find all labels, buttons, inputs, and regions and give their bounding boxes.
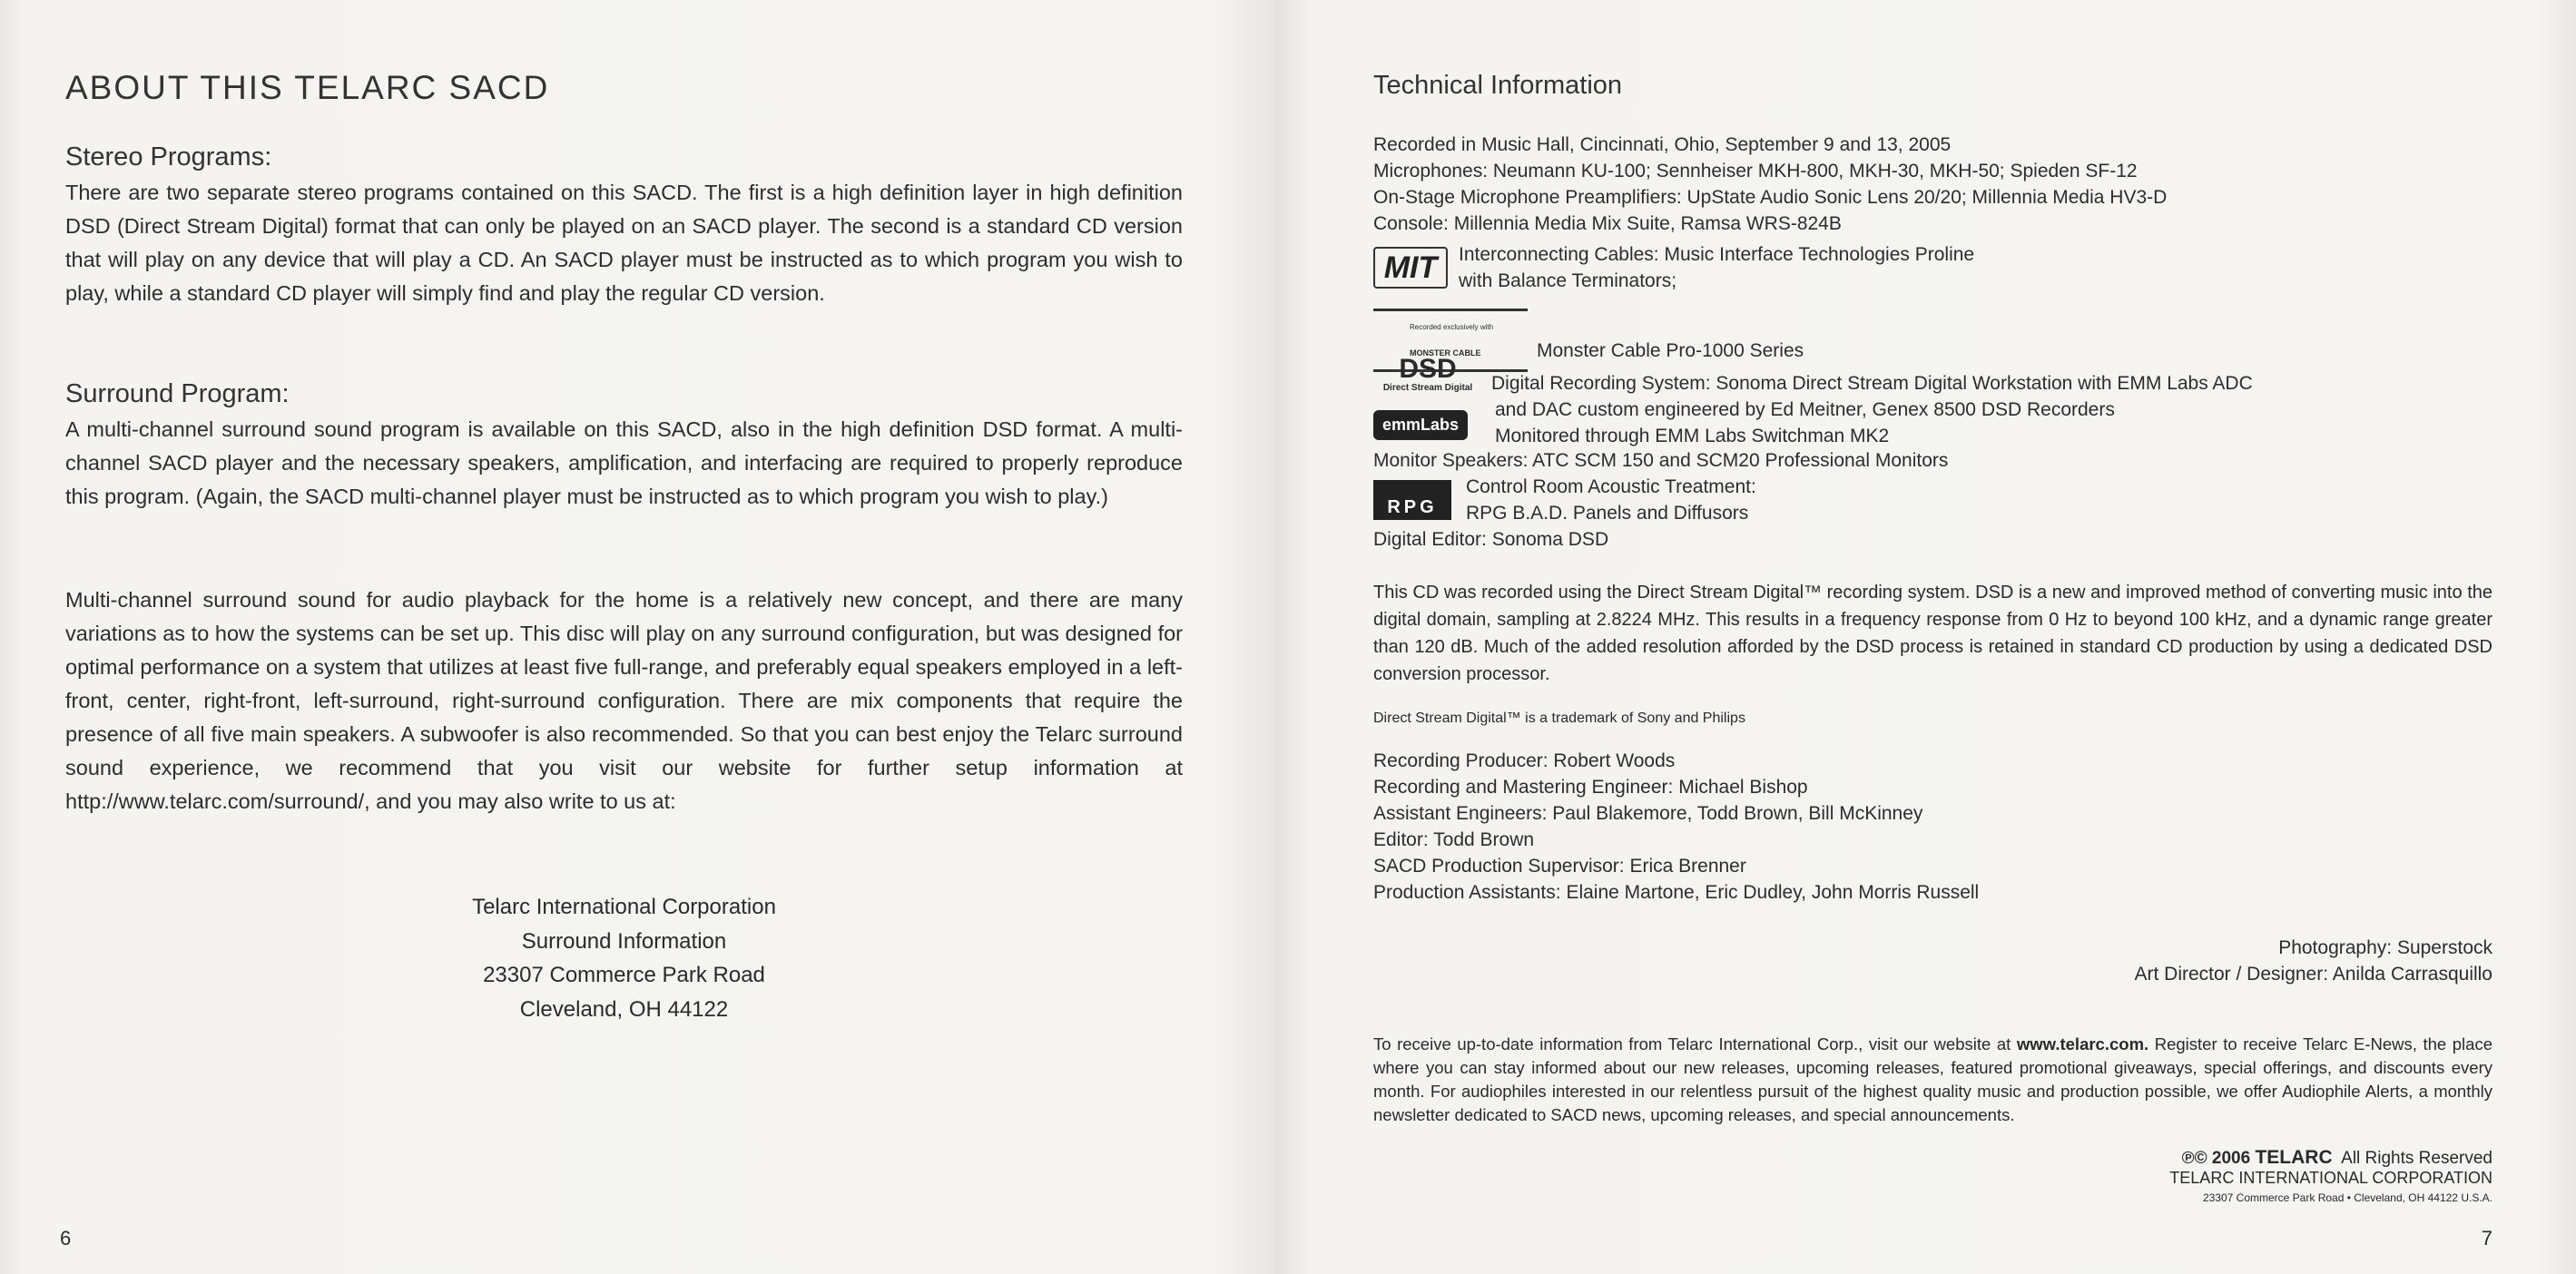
rights-text: All Rights Reserved (2341, 1149, 2492, 1168)
credit-line: Recording Producer: Robert Woods (1373, 750, 1676, 771)
credit-line: SACD Production Supervisor: Erica Brenner (1373, 856, 1746, 877)
address-line: 23307 Commerce Park Road (483, 963, 765, 987)
page-number: 6 (60, 1227, 72, 1250)
info-line: Digital Recording System: Sonoma Direct Stream Digital Workstation with EMM Labs ADC (1491, 373, 2253, 394)
dsd-info (1491, 370, 2253, 449)
rpg-row (1373, 474, 1756, 526)
website-link[interactable]: www.telarc.com. (2016, 1034, 2149, 1054)
credit-line: Assistant Engineers: Paul Blakemore, Todd Brown, Bill McKinney (1373, 803, 1923, 824)
credit-line: Art Director / Designer: Anilda Carrasquillo (2134, 964, 2492, 985)
copyright-block (2169, 1147, 2492, 1204)
dsd-logo (1373, 356, 1482, 393)
telarc-brand: TELARC (2255, 1147, 2333, 1168)
logo-text: Direct Stream Digital (1382, 383, 1473, 393)
right-page (1275, 0, 2576, 1274)
mailing-address (65, 890, 1183, 1026)
logo-text: DSD (1399, 354, 1457, 384)
logo-text: emmLabs (1373, 410, 1468, 440)
emm-labs-logo (1373, 410, 1468, 440)
section-title: Technical Information (1373, 71, 1623, 100)
info-line: Monitored through EMM Labs Switchman MK2 (1495, 426, 1890, 446)
recording-info (1373, 132, 2167, 237)
rpg-logo: RPG (1373, 480, 1451, 520)
paragraph-text: To receive up-to-date information from Telarc International Corp., visit our website at (1373, 1034, 2017, 1054)
stereo-heading: Stereo Programs: (65, 142, 272, 172)
logo-text: MONSTER CABLE (1410, 348, 1481, 358)
info-line: Microphones: Neumann KU-100; Sennheiser MKH-800, MKH-30, MKH-50; Spieden SF-12 (1373, 161, 2138, 181)
info-line: Digital Editor: Sonoma DSD (1373, 529, 1609, 550)
credit-line: Production Assistants: Elaine Martone, Eric Dudley, John Morris Russell (1373, 882, 1980, 903)
multichannel-paragraph: Multi-channel surround sound for audio playback for the home is a relatively new concept, and there are many variations as to how the systems can be set up. This disc will play on any surround configuration, but was designed for optimal performance on a system that utilizes at least five full-range, and preferably equal speakers employed in a left-front, center, right-front, left-surround, right-surround configuration. There are mix components that require the presence of all five main speakers. A subwoofer is also recommended. So that you can best enjoy the Telarc surround sound experience, we recommend that you visit our website for further setup information at http://www.telarc.com/surround/, and you may also write to us at: (65, 588, 1183, 813)
mit-logo: MIT (1373, 247, 1448, 289)
page-number: 7 (2481, 1227, 2492, 1250)
page-title: ABOUT THIS TELARC SACD (65, 69, 550, 106)
info-line: On-Stage Microphone Preamplifiers: UpState Audio Sonic Lens 20/20; Millennia Media HV3-D (1373, 187, 2168, 208)
info-line: Recorded in Music Hall, Cincinnati, Ohio, September 9 and 13, 2005 (1373, 134, 1952, 155)
surround-paragraph: A multi-channel surround sound program is available on this SACD, also in the high definition DSD format. A multi-channel SACD player and the necessary speakers, amplification, and interfacing are required to properly reproduce this program. (Again, the SACD multi-channel player must be instructed as to which program you wish to play.) (65, 417, 1183, 508)
info-line: with Balance Terminators; (1459, 270, 1677, 291)
info-line: Control Room Acoustic Treatment: (1466, 476, 1756, 497)
credit-line: Recording and Mastering Engineer: Michael Bishop (1373, 777, 1808, 798)
trademark-note: Direct Stream Digital™ is a trademark of Sony and Philips (1373, 710, 1745, 726)
address-line: Telarc International Corporation (472, 895, 776, 919)
dsd-paragraph: This CD was recorded using the Direct Stream Digital™ recording system. DSD is a new and improved method of converting music into the digital domain, sampling at 2.8224 MHz. This results in a frequency response from 0 Hz to beyond 100 kHz, and a dynamic range greater than 120 dB. Much of the added resolution afforded by the DSD process is retained in standard CD production by using a dedicated DSD conversion processor. (1373, 583, 2492, 684)
surround-heading: Surround Program: (65, 379, 290, 408)
info-line: Interconnecting Cables: Music Interface Technologies Proline (1459, 244, 1975, 265)
corporation-name: TELARC INTERNATIONAL CORPORATION (2169, 1169, 2492, 1187)
info-line: Monster Cable Pro-1000 Series (1537, 339, 1804, 361)
info-line: Console: Millennia Media Mix Suite, Ramsa WRS-824B (1373, 213, 1842, 234)
logo-text: Recorded exclusively with (1410, 323, 1494, 331)
newsletter-paragraph (1373, 1033, 2492, 1127)
address-line: Surround Information (521, 928, 727, 954)
credits (1373, 748, 1979, 906)
mit-row (1373, 241, 1974, 294)
info-line: Monitor Speakers: ATC SCM 150 and SCM20 Professional Monitors (1373, 450, 1949, 471)
info-line: RPG B.A.D. Panels and Diffusors (1466, 503, 1749, 524)
photo-credits (2135, 935, 2493, 987)
copyright-symbols: ℗© 2006 (2181, 1149, 2251, 1168)
paragraph-text: Register to receive Telarc E-News, the place where you can stay informed about our new releases, upcoming releases, featured promotional giveaways, special offerings, and discounts every month. For audiophiles interested in our relentless pursuit of the highest quality music and production possible, we offer Audiophile Alerts, a monthly newsletter dedicated to SACD news, upcoming releases, and special announcements. (1373, 1034, 2492, 1124)
stereo-paragraph: There are two separate stereo programs contained on this SACD. The first is a high definition layer in high definition DSD (Direct Stream Digital) format that can only be played on an SACD player. The second is a standard CD version that will play on any device that will play a CD. An SACD player must be instructed as to which program you wish to play, while a standard CD player will simply find and play the regular CD version. (65, 181, 1183, 305)
credit-line: Photography: Superstock (2278, 937, 2492, 958)
address-line: Cleveland, OH 44122 (519, 996, 729, 1022)
corporation-address: 23307 Commerce Park Road • Cleveland, OH 44122 U.S.A. (2202, 1191, 2492, 1204)
left-page (0, 0, 1275, 1274)
info-line: and DAC custom engineered by Ed Meitner, Genex 8500 DSD Recorders (1495, 399, 2115, 420)
credit-line: Editor: Todd Brown (1373, 829, 1535, 850)
